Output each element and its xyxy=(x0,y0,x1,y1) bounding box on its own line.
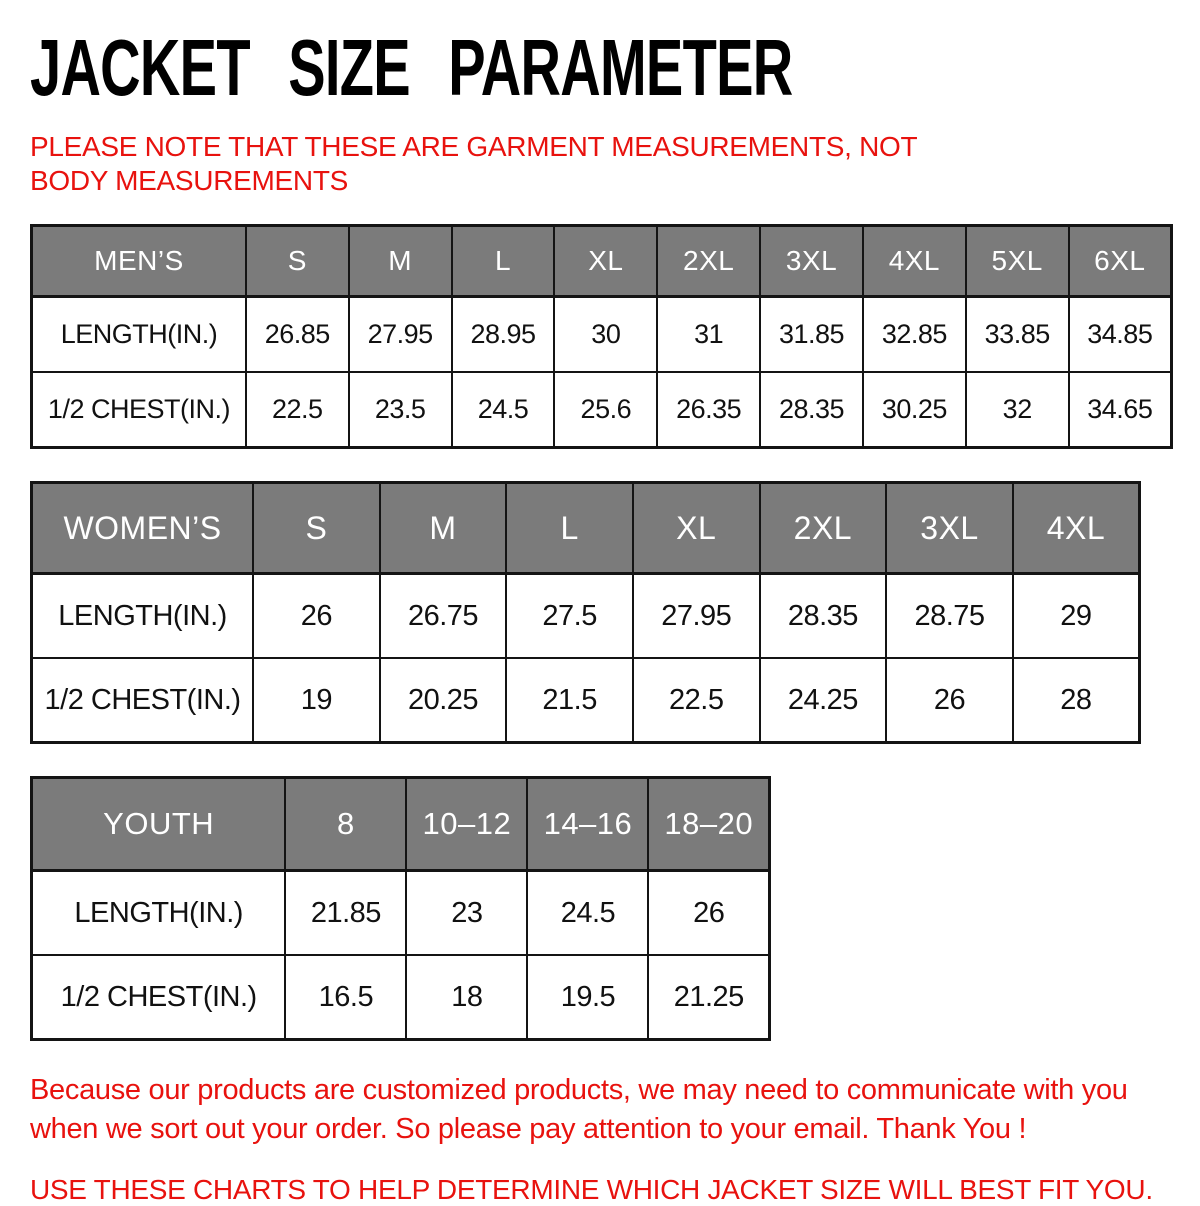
table-cell: 34.85 xyxy=(1069,297,1172,373)
table-cell: 34.65 xyxy=(1069,372,1172,448)
table-cell: 23 xyxy=(406,871,527,956)
table-cell: 25.6 xyxy=(554,372,657,448)
table-cell: 24.5 xyxy=(527,871,648,956)
table-cell: 32.85 xyxy=(863,297,966,373)
table-cell: 31.85 xyxy=(760,297,863,373)
table-cell: 28.35 xyxy=(760,372,863,448)
table-cell: 19.5 xyxy=(527,955,648,1040)
table-cell: 21.5 xyxy=(506,658,633,743)
table-cell: 28.95 xyxy=(452,297,555,373)
mens-size-xl: XL xyxy=(554,226,657,297)
youth-size-table xyxy=(30,776,771,1041)
table-cell: 18 xyxy=(406,955,527,1040)
table-cell: 21.25 xyxy=(648,955,769,1040)
mens-length-row xyxy=(32,297,1172,373)
table-cell: 28.75 xyxy=(886,574,1013,659)
mens-size-2xl: 2XL xyxy=(657,226,760,297)
table-cell: 21.85 xyxy=(285,871,406,956)
table-cell: 31 xyxy=(657,297,760,373)
table-cell: 26 xyxy=(253,574,380,659)
mens-header-row xyxy=(32,226,1172,297)
table-cell: 32 xyxy=(966,372,1069,448)
mens-size-table xyxy=(30,224,1173,449)
womens-size-table xyxy=(30,481,1141,744)
row-label-half-chest: 1/2 CHEST(IN.) xyxy=(32,372,246,448)
page-title: JACKET SIZE PARAMETER xyxy=(30,23,793,112)
table-cell: 26.75 xyxy=(380,574,507,659)
table-cell: 22.5 xyxy=(246,372,349,448)
mens-size-6xl: 6XL xyxy=(1069,226,1172,297)
table-cell: 26.85 xyxy=(246,297,349,373)
youth-size-18-20: 18–20 xyxy=(648,778,769,871)
mens-chest-row xyxy=(32,372,1172,448)
womens-chest-row xyxy=(32,658,1140,743)
womens-size-m: M xyxy=(380,483,507,574)
table-cell: 23.5 xyxy=(349,372,452,448)
youth-size-8: 8 xyxy=(285,778,406,871)
mens-size-s: S xyxy=(246,226,349,297)
mens-header-cell: MEN’S xyxy=(32,226,246,297)
womens-header-row xyxy=(32,483,1140,574)
row-label-length: LENGTH(IN.) xyxy=(32,297,246,373)
womens-length-row xyxy=(32,574,1140,659)
custom-order-notice: Because our products are customized products, we may need to communicate with you when we sort out your order. So please pay attention to your email. Thank You ! xyxy=(30,1074,1128,1145)
mens-size-3xl: 3XL xyxy=(760,226,863,297)
garment-measurement-note: PLEASE NOTE THAT THESE ARE GARMENT MEASUREMENTS, NOT BODY MEASUREMENTS xyxy=(30,131,917,197)
mens-size-4xl: 4XL xyxy=(863,226,966,297)
table-cell: 24.25 xyxy=(760,658,887,743)
womens-size-s: S xyxy=(253,483,380,574)
womens-size-4xl: 4XL xyxy=(1013,483,1140,574)
table-cell: 28.35 xyxy=(760,574,887,659)
chart-usage-note: USE THESE CHARTS TO HELP DETERMINE WHICH JACKET SIZE WILL BEST FIT YOU. xyxy=(30,1173,1153,1205)
mens-size-l: L xyxy=(452,226,555,297)
row-label-length: LENGTH(IN.) xyxy=(32,574,254,659)
womens-size-xl: XL xyxy=(633,483,760,574)
table-cell: 30 xyxy=(554,297,657,373)
table-cell: 27.95 xyxy=(349,297,452,373)
table-cell: 27.95 xyxy=(633,574,760,659)
womens-size-l: L xyxy=(506,483,633,574)
table-cell: 22.5 xyxy=(633,658,760,743)
youth-size-14-16: 14–16 xyxy=(527,778,648,871)
table-cell: 26 xyxy=(648,871,769,956)
womens-header-cell: WOMEN’S xyxy=(32,483,254,574)
table-cell: 20.25 xyxy=(380,658,507,743)
row-label-half-chest: 1/2 CHEST(IN.) xyxy=(32,658,254,743)
mens-size-m: M xyxy=(349,226,452,297)
youth-header-cell: YOUTH xyxy=(32,778,286,871)
youth-length-row xyxy=(32,871,770,956)
table-cell: 26.35 xyxy=(657,372,760,448)
table-cell: 16.5 xyxy=(285,955,406,1040)
mens-size-5xl: 5XL xyxy=(966,226,1069,297)
row-label-half-chest: 1/2 CHEST(IN.) xyxy=(32,955,286,1040)
table-cell: 27.5 xyxy=(506,574,633,659)
table-cell: 19 xyxy=(253,658,380,743)
table-cell: 26 xyxy=(886,658,1013,743)
row-label-length: LENGTH(IN.) xyxy=(32,871,286,956)
youth-size-10-12: 10–12 xyxy=(406,778,527,871)
womens-size-3xl: 3XL xyxy=(886,483,1013,574)
table-cell: 29 xyxy=(1013,574,1140,659)
table-cell: 30.25 xyxy=(863,372,966,448)
table-cell: 24.5 xyxy=(452,372,555,448)
womens-size-2xl: 2XL xyxy=(760,483,887,574)
youth-chest-row xyxy=(32,955,770,1040)
youth-header-row xyxy=(32,778,770,871)
table-cell: 28 xyxy=(1013,658,1140,743)
table-cell: 33.85 xyxy=(966,297,1069,373)
